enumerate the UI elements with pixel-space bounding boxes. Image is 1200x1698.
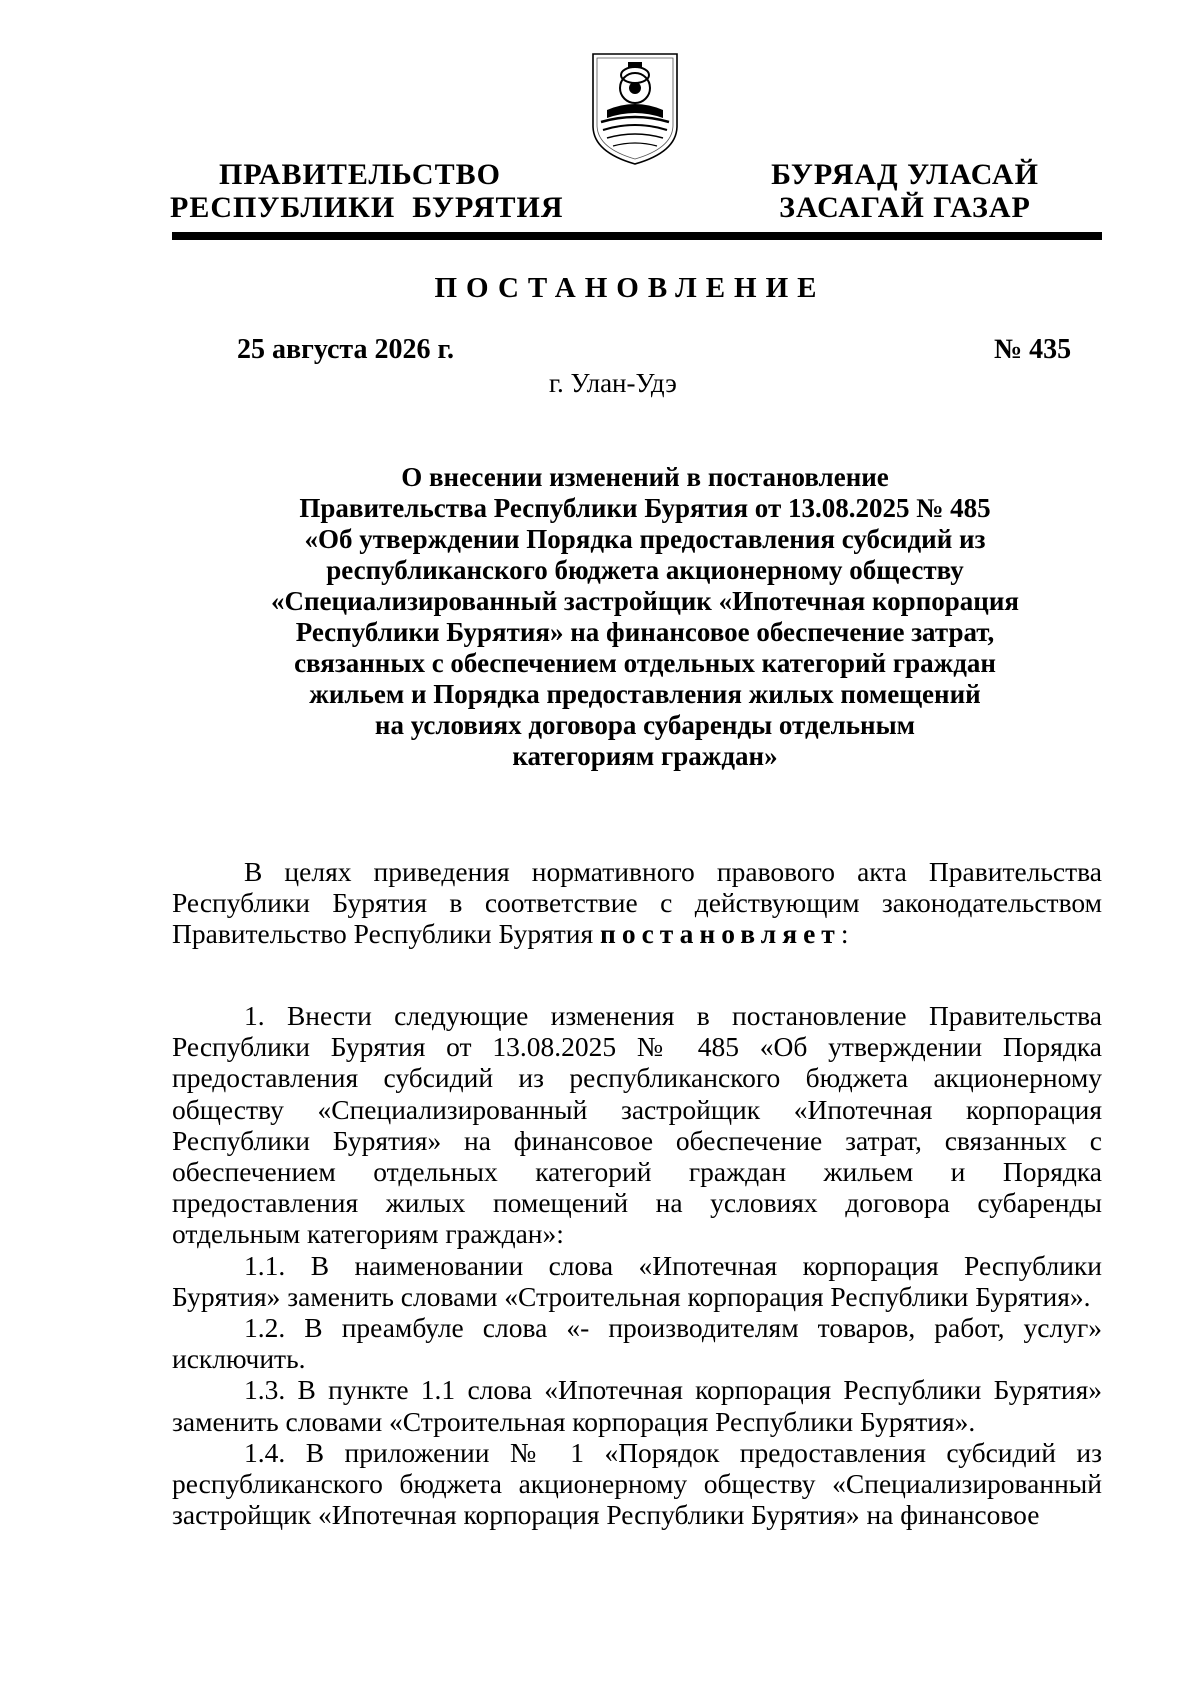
header-divider — [172, 232, 1102, 240]
title-line: категориям граждан» — [512, 741, 778, 771]
amendments-list — [172, 1000, 1102, 1530]
title-line: О внесении изменений в постановление — [401, 462, 889, 492]
coat-of-arms-icon — [585, 48, 685, 168]
org-name-line: БУРЯАД УЛАСАЙ — [771, 158, 1039, 191]
amendment-item: 1.1. В наименовании слова «Ипотечная корпорация Республики Бурятия» заменить словами «Строительная корпорация Республики Бурятия». — [172, 1249, 1102, 1312]
title-line: связанных с обеспечением отдельных категорий граждан — [294, 648, 996, 678]
org-name-line: ПРАВИТЕЛЬСТВО — [219, 158, 501, 191]
title-line: Правительства Республики Бурятия от 13.08.2025 № 485 — [299, 493, 991, 523]
amendment-item: 1. Внести следующие изменения в постановление Правительства Республики Бурятия от 13.08.2025 № 485 «Об утверждении Порядка предоставления субсидий из республиканского бюджета акционерному обществу «Специализированный застройщик «Ипотечная корпорация Республики Бурятия» на финансовое обеспечение затрат, связанных с обеспечением отдельных категорий граждан жильем и Порядка предоставления жилых помещений на условиях договора субаренды отдельным категориям граждан»: — [172, 1000, 1102, 1250]
title-line: на условиях договора субаренды отдельным — [374, 710, 916, 740]
amendment-item: 1.2. В преамбуле слова «- производителям товаров, работ, услуг» исключить. — [172, 1312, 1102, 1375]
preamble-text: В целях приведения нормативного правового акта Правительства Республики Бурятия в соответствие с действующим законодательством Правительство Республики Бурятия — [172, 856, 1102, 950]
org-name-line: РЕСПУБЛИКИ БУРЯТИЯ — [170, 191, 564, 224]
title-line: Республики Бурятия» на финансовое обеспечение затрат, — [295, 617, 995, 647]
decree-suffix: : — [840, 918, 849, 950]
amendment-item: 1.4. В приложении № 1 «Порядок предоставления субсидий из республиканского бюджета акционерному обществу «Специализированный застройщик «Ипотечная корпорация Республики Бурятия» на финансовое — [172, 1436, 1102, 1531]
document-date: 25 августа 2026 г. — [237, 334, 455, 365]
decree-word: постановляет — [600, 918, 841, 950]
title-line: жильем и Порядка предоставления жилых помещений — [309, 679, 981, 709]
title-line: «Об утверждении Порядка предоставления субсидий из — [304, 524, 986, 554]
preamble-paragraph — [172, 856, 1102, 950]
title-line: «Специализированный застройщик «Ипотечная корпорация — [270, 586, 1019, 616]
org-name-russian — [170, 158, 564, 224]
org-name-line: ЗАСАГАЙ ГАЗАР — [779, 191, 1031, 224]
org-name-buryat — [755, 158, 1055, 224]
document-number: № 435 — [994, 334, 1072, 365]
amendment-item: 1.3. В пункте 1.1 слова «Ипотечная корпорация Республики Бурятия» заменить словами «Строительная корпорация Республики Бурятия». — [172, 1374, 1102, 1437]
document-title — [230, 462, 1060, 772]
document-type: ПОСТАНОВЛЕНИЕ — [434, 272, 826, 304]
document-city: г. Улан-Удэ — [549, 368, 677, 398]
title-line: республиканского бюджета акционерному обществу — [326, 555, 964, 585]
